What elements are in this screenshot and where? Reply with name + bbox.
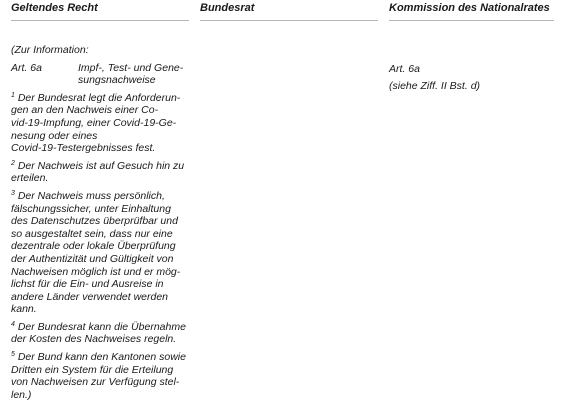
paragraph-text: des Datenschutzes überprüfbar und	[11, 215, 178, 228]
paragraph-line	[11, 142, 191, 155]
paragraph-text: Der Nachweis ist auf Gesuch hin zu	[17, 159, 185, 172]
paragraph-text: gen an den Nachweis einer Co-	[11, 104, 159, 117]
intro-note: (Zur Information:	[11, 44, 89, 56]
paragraph-text: Der Bund kann den Kantonen sowie	[17, 351, 186, 364]
paragraph-text: Covid-19-Testergebnisses fest.	[11, 142, 156, 155]
commission-reference: (siehe Ziff. II Bst. d)	[389, 79, 481, 92]
header-divider-1	[11, 20, 189, 21]
paragraph-line	[11, 92, 191, 105]
paragraph-number: 3	[11, 189, 15, 197]
paragraph-line	[11, 117, 191, 130]
paragraph-line	[11, 351, 191, 364]
article-heading	[11, 62, 191, 75]
paragraph-text: Der Nachweis muss persönlich,	[17, 189, 165, 202]
paragraph-text: nesung oder eines	[11, 129, 98, 142]
paragraph-line	[11, 104, 191, 117]
paragraph-list	[11, 92, 191, 402]
paragraph-text: Der Bundesrat legt die Anforderun-	[17, 91, 181, 104]
paragraph-line	[11, 228, 191, 241]
paragraph-line	[11, 253, 191, 266]
paragraph-1	[11, 92, 191, 155]
paragraph-2	[11, 160, 191, 185]
column-header-commission: Kommission des Nationalrates	[389, 2, 550, 14]
column-header-federal-council: Bundesrat	[200, 2, 255, 14]
paragraph-line	[11, 240, 191, 253]
article-title-line: Impf-, Test- und Gene-	[78, 61, 184, 74]
paragraph-line	[11, 215, 191, 228]
column-header-current-law: Geltendes Recht	[11, 2, 98, 14]
paragraph-line	[11, 160, 191, 173]
paragraph-line	[11, 291, 191, 304]
paragraph-number: 1	[11, 91, 15, 99]
paragraph-text: Nachweisen möglich ist und er mög-	[11, 265, 181, 278]
paragraph-line	[11, 364, 191, 377]
paragraph-text: fälschungssicher, unter Einhaltung	[11, 202, 171, 215]
paragraph-line	[11, 303, 191, 316]
paragraph-text: der Kosten des Nachweises regeln.	[11, 333, 177, 346]
paragraph-line	[11, 266, 191, 279]
article-number: Art. 6a	[11, 61, 42, 74]
paragraph-number: 4	[11, 320, 15, 328]
paragraph-line	[11, 190, 191, 203]
paragraph-text: vid-19-Impfung, einer Covid-19-Ge-	[11, 116, 177, 129]
current-law-column	[11, 44, 191, 401]
paragraph-line	[11, 333, 191, 346]
paragraph-3	[11, 190, 191, 316]
paragraph-line	[11, 376, 191, 389]
paragraph-text: len.)	[11, 388, 32, 401]
paragraph-line	[11, 203, 191, 216]
paragraph-text: Der Bundesrat kann die Übernahme	[17, 320, 186, 333]
paragraph-line	[11, 130, 191, 143]
commission-column	[389, 63, 554, 92]
paragraph-line	[11, 278, 191, 291]
paragraph-line	[11, 321, 191, 334]
paragraph-5	[11, 351, 191, 401]
paragraph-number: 5	[11, 351, 15, 359]
paragraph-text: der Authentizität und Gültigkeit von	[11, 252, 174, 265]
paragraph-text: von Nachweisen zur Verfügung stel-	[11, 376, 180, 389]
header-divider-2	[200, 20, 378, 21]
article-title-line: sungsnachweise	[78, 74, 156, 87]
paragraph-text: dezentrale oder lokale Überprüfung	[11, 240, 176, 253]
paragraph-number: 2	[11, 159, 15, 167]
paragraph-line	[11, 172, 191, 185]
paragraph-text: Dritten ein System für die Erteilung	[11, 363, 174, 376]
paragraph-text: andere Länder verwendet werden	[11, 290, 169, 303]
paragraph-text: so ausgestaltet sein, dass nur eine	[11, 227, 173, 240]
paragraph-text: kann.	[11, 303, 37, 316]
commission-article-number: Art. 6a	[389, 63, 420, 75]
paragraph-4	[11, 321, 191, 346]
paragraph-line	[11, 389, 191, 402]
header-divider-3	[389, 20, 554, 21]
paragraph-text: erteilen.	[11, 172, 49, 185]
paragraph-text: lichst für die Ein- und Ausreise in	[11, 278, 164, 291]
